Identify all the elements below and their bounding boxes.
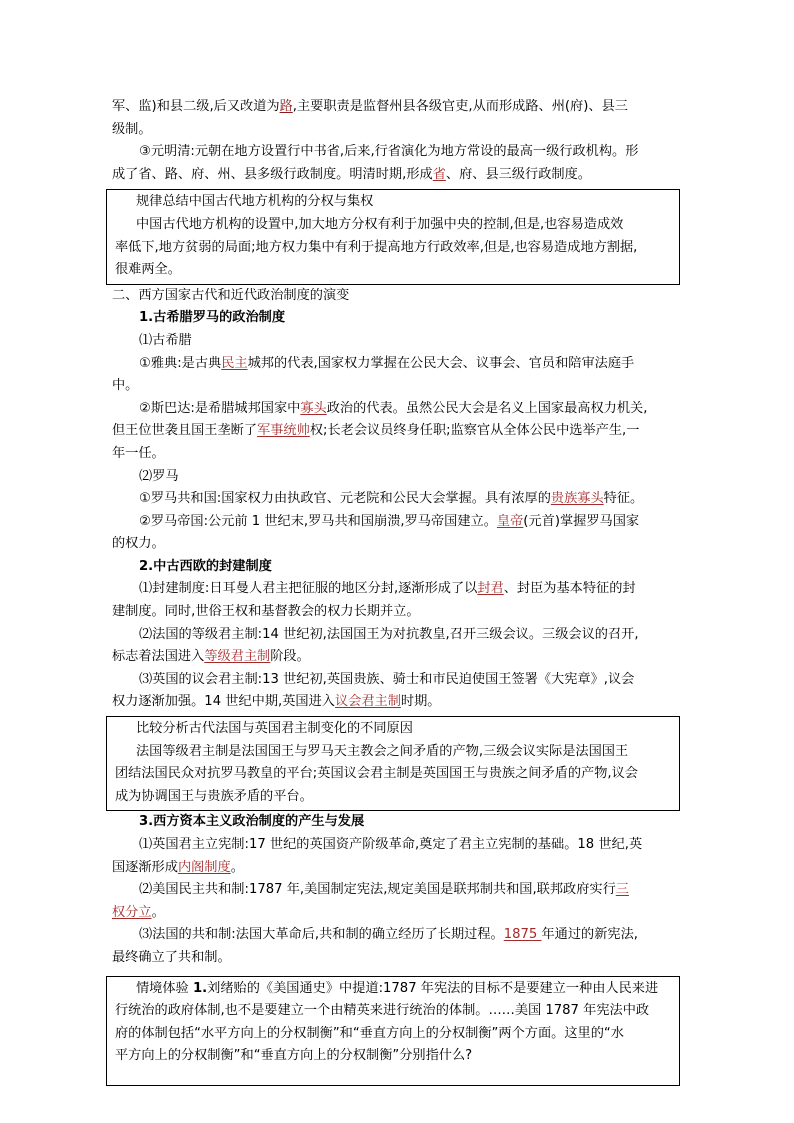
text: 特征。 xyxy=(603,491,644,507)
paragraph xyxy=(112,646,684,669)
box-title: 规律总结中国古代地方机构的分权与集权 xyxy=(136,194,374,210)
paragraph: ③元明清:元朝在地方设置行中书省,后来,行省演化为地方常设的最高一级行政机构。形 xyxy=(139,144,639,160)
text: 、府、县三级行政制度。 xyxy=(445,166,591,182)
paragraph: ⑵法国的等级君主制:14 世纪初,法国国王为对抗教皇,召开三级会议。三级会议的召开, xyxy=(139,626,639,642)
answer-blank: 军事统帅 xyxy=(257,423,310,439)
text: ①雅典:是古典 xyxy=(139,355,222,371)
paragraph xyxy=(112,164,684,187)
answer-blank: 民主 xyxy=(221,355,248,371)
paragraph xyxy=(112,353,684,376)
text: 国逐渐形成 xyxy=(112,859,178,875)
box-text: 中国古代地方机构的设置中,加大地方分权有利于加强中央的控制,但是,也容易造成效 xyxy=(136,216,624,232)
text: 政治的代表。虽然公民大会是名义上国家最高权力机关, xyxy=(326,400,648,416)
paragraph xyxy=(112,511,684,534)
text: 。 xyxy=(151,904,165,920)
question-number: 1. xyxy=(192,980,208,996)
answer-blank: 议会君主制 xyxy=(334,694,401,710)
box-text xyxy=(115,978,671,1001)
paragraph: 建制度。同时,世俗王权和基督教会的权力长期并立。 xyxy=(112,604,420,620)
paragraph: 最终确立了共和制。 xyxy=(112,949,231,965)
paragraph: 的权力。 xyxy=(112,536,165,552)
box-text: 成为协调国王与贵族矛盾的平台。 xyxy=(115,788,313,804)
text: 年通过的新宪法, xyxy=(541,927,638,943)
answer-blank: 内阁制度 xyxy=(177,859,231,875)
answer-blank: 省 xyxy=(432,166,446,182)
answer-blank: 寡头 xyxy=(300,400,327,416)
scenario-box xyxy=(106,976,680,1086)
subsection-heading: 3.西方资本主义政治制度的产生与发展 xyxy=(139,814,365,830)
text: ②斯巴达:是希腊城邦国家中 xyxy=(139,400,301,416)
box-title: 比较分析古代法国与英国君主制变化的不同原因 xyxy=(136,721,413,737)
answer-blank: 贵族寡头 xyxy=(550,491,604,507)
text: 但王位世袭且国王垄断了 xyxy=(112,423,258,439)
answer-blank: 三 xyxy=(615,882,629,898)
text: ①罗马共和国:国家权力由执政官、元老院和公民大会掌握。具有浓厚的 xyxy=(139,491,551,507)
paragraph: 中。 xyxy=(112,378,139,394)
text: 军、监)和县二级,后又改道为 xyxy=(112,99,280,114)
paragraph xyxy=(112,924,684,947)
box-text: 很难两全。 xyxy=(115,262,181,278)
answer-blank: 权分立 xyxy=(112,904,152,920)
box-text: 率低下,地方贫弱的局面;地方权力集中有利于提高地方行政效率,但是,也容易造成地方割据, xyxy=(115,239,638,255)
box-text: 法国等级君主制是法国国王与罗马天主教会之间矛盾的产物,三级会议实际是法国国王 xyxy=(136,743,629,759)
text: ⑵美国民主共和制:1787 年,美国制定宪法,规定美国是联邦制共和国,联邦政府实行 xyxy=(139,882,616,898)
paragraph xyxy=(112,488,684,511)
paragraph xyxy=(112,96,684,119)
text: (元首)掌握罗马国家 xyxy=(523,513,640,529)
paragraph xyxy=(112,691,684,714)
text: 。 xyxy=(230,859,244,875)
comparison-box xyxy=(106,716,680,811)
text: ⑴封建制度:日耳曼人君主把征服的地区分封,逐渐形成了以 xyxy=(139,581,478,597)
answer-blank: 等级君主制 xyxy=(204,649,271,665)
answer-blank: 路 xyxy=(279,99,293,114)
paragraph: ⑶英国的议会君主制:13 世纪初,英国贵族、骑士和市民迫使国王签署《大宪章》,议会 xyxy=(139,671,635,687)
answer-blank: 皇帝 xyxy=(496,513,524,529)
box-text: 平方向上的分权制衡”和“垂直方向上的分权制衡”分别指什么? xyxy=(115,1048,473,1064)
item-heading: ⑵罗马 xyxy=(139,468,179,484)
subsection-heading: 2.中古西欧的封建制度 xyxy=(139,558,272,574)
text: 权;长老会议员终身任职;监察官从全体公民中选举产生,一 xyxy=(309,423,640,439)
box-text: 行统治的政府体制,也不是要建立一个由精英来进行统治的体制。……美国 1787 年宪法中政 xyxy=(115,1003,650,1019)
box-text: 团结法国民众对抗罗马教皇的平台;英国议会君主制是英国国王与贵族之间矛盾的产物,议会 xyxy=(115,766,638,782)
box-text: 府的体制包括“水平方向上的分权制衡”和“垂直方向上的分权制衡”两个方面。这里的“水 xyxy=(115,1025,624,1041)
text: 时期。 xyxy=(400,694,441,710)
text: ⑶法国的共和制:法国大革命后,共和制的确立经历了长期过程。 xyxy=(139,927,504,943)
subsection-heading: 1.古希腊罗马的政治制度 xyxy=(139,310,286,326)
paragraph: ⑴英国君主立宪制:17 世纪的英国资产阶级革命,奠定了君主立宪制的基础。18 世纪,英 xyxy=(139,837,643,852)
document-page xyxy=(112,96,684,1086)
text: 标志着法国进入 xyxy=(112,649,205,665)
text: 成了省、路、府、州、县多级行政制度。明清时期,形成 xyxy=(112,166,433,182)
paragraph xyxy=(112,902,684,925)
paragraph: 年一任。 xyxy=(112,445,165,461)
paragraph xyxy=(112,879,684,902)
paragraph xyxy=(112,398,684,421)
answer-blank: 1875 xyxy=(503,927,542,943)
paragraph xyxy=(112,857,684,880)
item-heading: ⑴古希腊 xyxy=(139,332,192,348)
text: ②罗马帝国:公元前 1 世纪末,罗马共和国崩溃,罗马帝国建立。 xyxy=(139,513,497,529)
paragraph: 级制。 xyxy=(112,121,152,137)
text: 阶段。 xyxy=(270,649,310,665)
text: 情境体验 xyxy=(136,980,193,996)
paragraph xyxy=(112,578,684,601)
text: 、封臣为基本特征的封 xyxy=(503,581,636,597)
paragraph xyxy=(112,420,684,443)
text: 权力逐渐加强。14 世纪中期,英国进入 xyxy=(112,694,335,710)
text: ,主要职责是监督州县各级官吏,从而形成路、州(府)、县三 xyxy=(292,99,628,114)
summary-box xyxy=(106,189,680,284)
text: 城邦的代表,国家权力掌握在公民大会、议事会、官员和陪审法庭手 xyxy=(247,355,635,371)
answer-blank: 封君 xyxy=(477,581,504,597)
section-heading: 二、西方国家古代和近代政治制度的演变 xyxy=(112,287,350,303)
text: 刘绪贻的《美国通史》中提道:1787 年宪法的目标不是要建立一种由人民来进 xyxy=(207,980,659,996)
